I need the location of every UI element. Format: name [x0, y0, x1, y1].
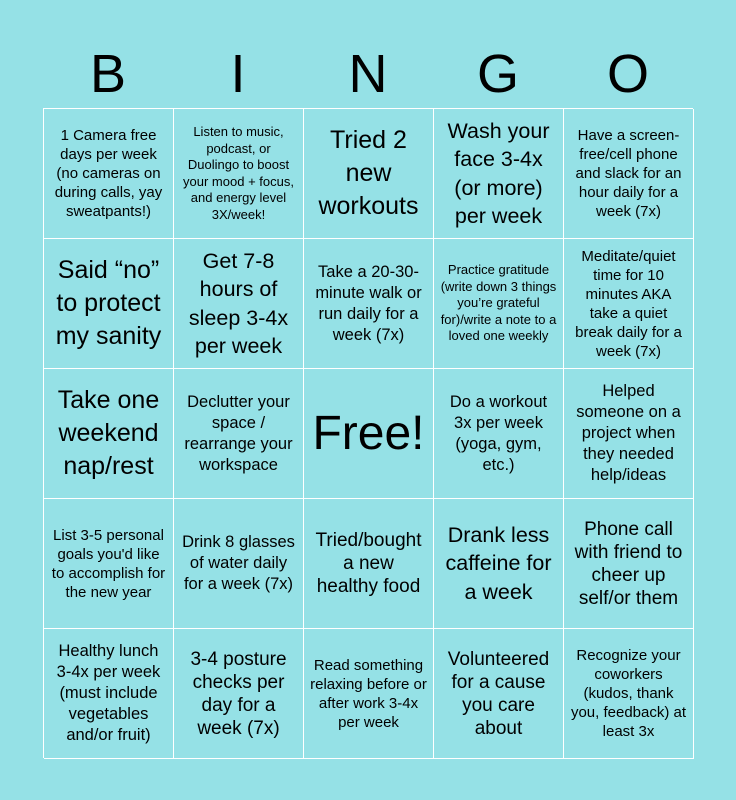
cell-text: Recognize your coworkers (kudos, thank you, feedback) at least 3x [570, 647, 687, 740]
cell-text: Drank less caffeine for a week [445, 522, 552, 604]
bingo-cell[interactable] [174, 369, 304, 499]
bingo-cell[interactable] [44, 109, 174, 239]
cell-text: Meditate/quiet time for 10 minutes AKA take a quiet break daily for a week (7x) [575, 247, 682, 360]
free-space-text: Free! [312, 406, 425, 460]
bingo-cell[interactable] [564, 499, 694, 629]
bingo-cell[interactable] [564, 629, 694, 759]
bingo-header [43, 40, 693, 108]
bingo-cell[interactable] [304, 239, 434, 369]
cell-text: Helped someone on a project when they needed help/ideas [576, 382, 681, 484]
bingo-cell[interactable] [434, 629, 564, 759]
cell-text: Get 7-8 hours of sleep 3-4x per week [188, 248, 289, 358]
cell-text: List 3-5 personal goals you'd like to accomplish for the new year [51, 526, 166, 601]
cell-text: Drink 8 glasses of water daily for a week (7x) [182, 533, 295, 593]
cell-text: Volunteered for a cause you care about [447, 648, 550, 739]
bingo-cell[interactable] [304, 109, 434, 239]
bingo-cell[interactable] [434, 369, 564, 499]
header-letter-g: G [476, 44, 519, 104]
header-letter-o: O [606, 44, 649, 104]
cell-text: Take a 20-30-minute walk or run daily for a week (7x) [315, 262, 422, 344]
bingo-cell[interactable] [304, 499, 434, 629]
cell-text: Read something relaxing before or after work 3-4x per week [310, 656, 427, 731]
bingo-cell[interactable] [44, 369, 174, 499]
cell-text: Wash your face 3-4x (or more) per week [447, 118, 550, 228]
cell-text: Phone call with friend to cheer up self/or them [574, 518, 683, 609]
cell-text: Tried/bought a new healthy food [315, 530, 422, 597]
header-letter-b: B [89, 44, 127, 104]
bingo-cell[interactable] [174, 629, 304, 759]
bingo-cell[interactable] [434, 499, 564, 629]
cell-text: Practice gratitude (write down 3 things you’re grateful for)/write a note to a loved one weekly [440, 262, 557, 344]
cell-text: Listen to music, podcast, or Duolingo to boost your mood + focus, and energy level 3X/week! [183, 124, 294, 222]
cell-text: Do a workout 3x per week (yoga, gym, etc.) [449, 392, 548, 474]
bingo-cell[interactable] [564, 369, 694, 499]
bingo-cell[interactable] [434, 109, 564, 239]
bingo-grid [43, 108, 693, 758]
cell-text: Tried 2 new workouts [318, 126, 419, 220]
free-space-cell[interactable] [304, 369, 434, 499]
bingo-cell[interactable] [174, 109, 304, 239]
cell-text: 3-4 posture checks per day for a week (7x) [190, 648, 287, 739]
cell-text: Take one weekend nap/rest [57, 386, 160, 480]
bingo-cell[interactable] [174, 239, 304, 369]
cell-text: Declutter your space / rearrange your workspace [184, 392, 293, 474]
cell-text: Have a screen-free/cell phone and slack for an hour daily for a week (7x) [575, 127, 682, 220]
cell-text: 1 Camera free days per week (no cameras on during calls, yay sweatpants!) [54, 127, 163, 220]
bingo-cell[interactable] [304, 629, 434, 759]
bingo-cell[interactable] [174, 499, 304, 629]
bingo-cell[interactable] [44, 629, 174, 759]
header-letter-n: N [348, 44, 388, 104]
cell-text: Said “no” to protect my sanity [55, 256, 162, 350]
bingo-cell[interactable] [44, 239, 174, 369]
bingo-cell[interactable] [564, 109, 694, 239]
bingo-cell[interactable] [44, 499, 174, 629]
bingo-cell[interactable] [434, 239, 564, 369]
cell-text: Healthy lunch 3-4x per week (must include vegetables and/or fruit) [56, 642, 161, 744]
bingo-cell[interactable] [564, 239, 694, 369]
header-letter-i: I [230, 44, 246, 104]
